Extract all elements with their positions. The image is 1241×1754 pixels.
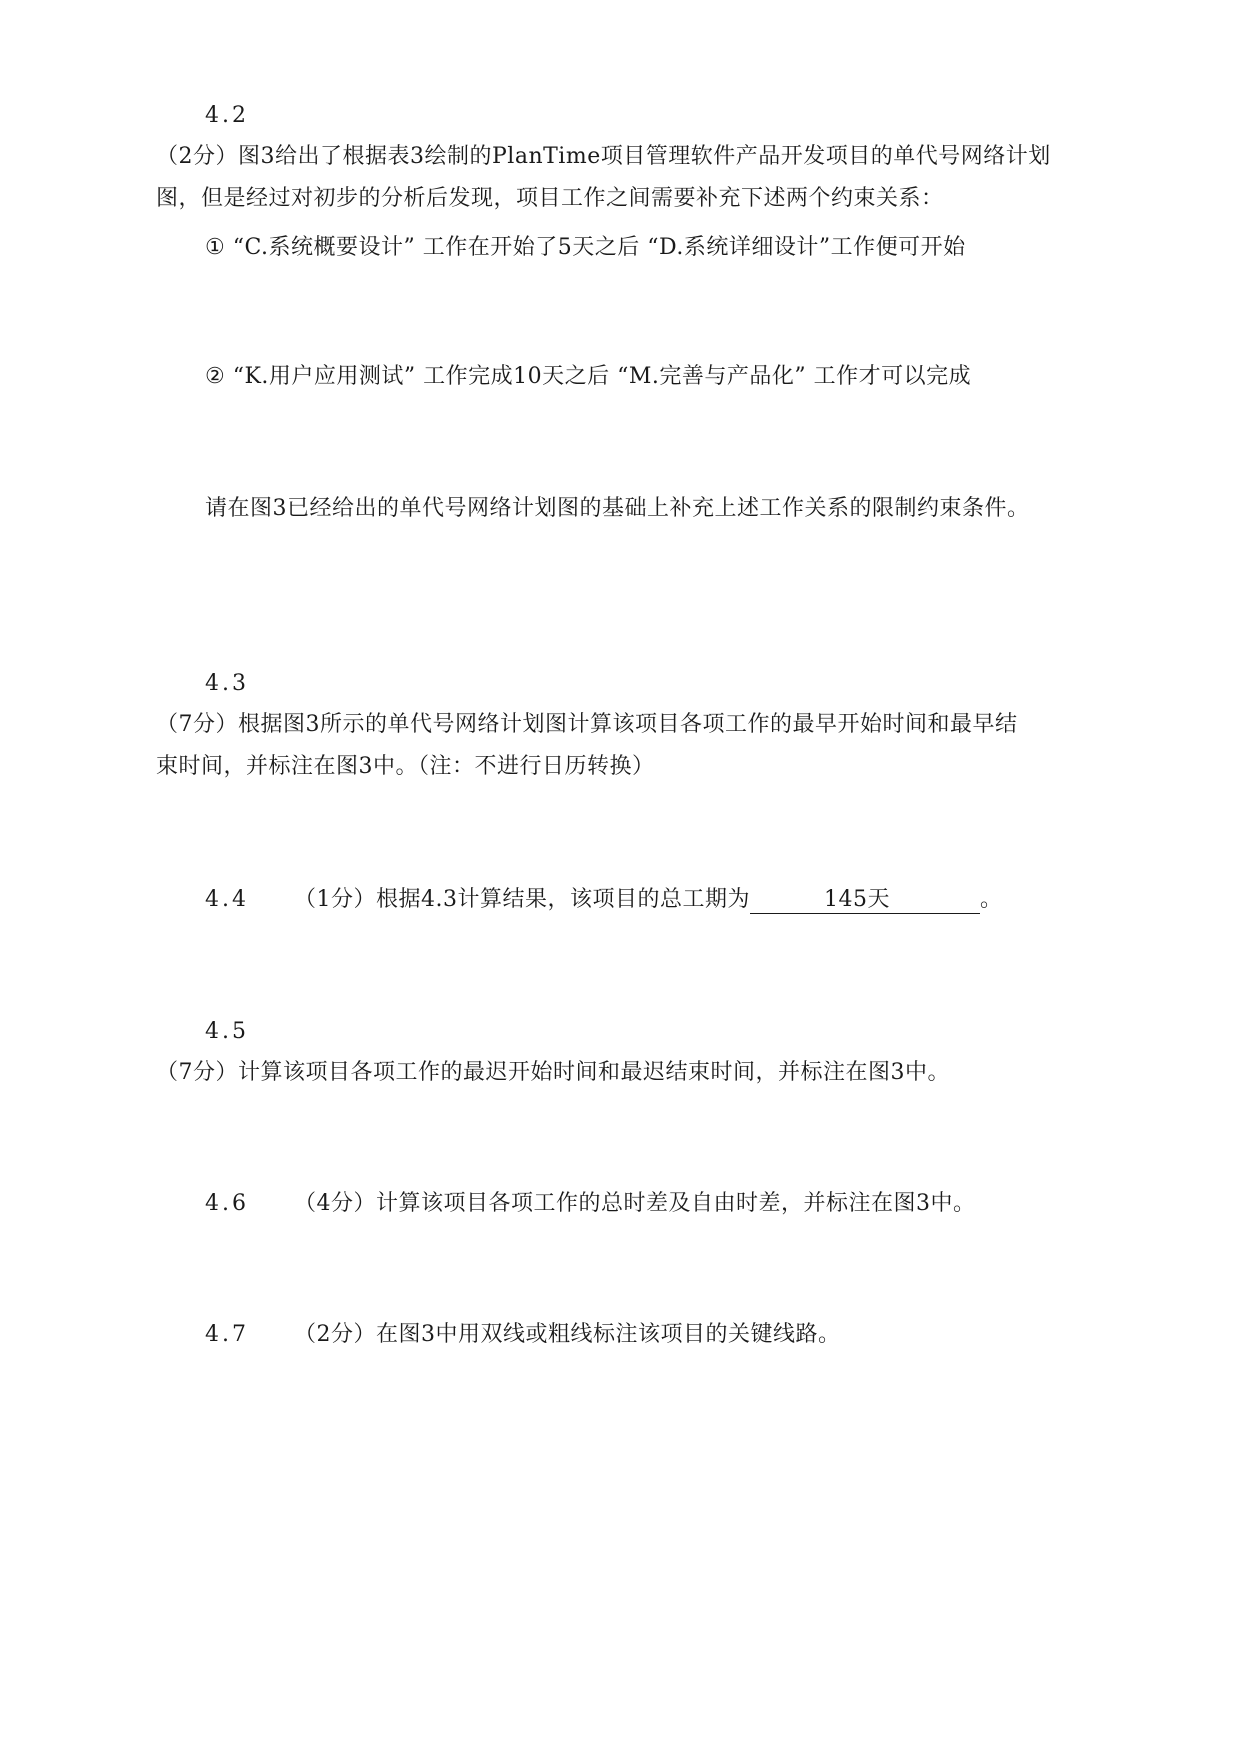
question-number-4-7: 4.7 — [205, 1322, 249, 1347]
question-4-4-text: （1分）根据4.3计算结果，该项目的总工期为 — [294, 887, 750, 912]
constraint-2: ② “K.用户应用测试” 工作完成10天之后 “M.完善与产品化” 工作才可以完成 — [205, 364, 972, 389]
question-number-4-5: 4.5 — [205, 1019, 249, 1044]
question-number-4-3: 4.3 — [205, 671, 249, 696]
question-4-6-text: （4分）计算该项目各项工作的总时差及自由时差，并标注在图3中。 — [294, 1191, 976, 1216]
question-4-2-text-line2: 图，但是经过对初步的分析后发现，项目工作之间需要补充下述两个约束关系： — [156, 186, 944, 211]
question-4-3-text-line1: （7分）根据图3所示的单代号网络计划图计算该项目各项工作的最早开始时间和最早结 — [156, 712, 1018, 737]
question-number-4-6: 4.6 — [205, 1191, 249, 1216]
constraint-1: ① “C.系统概要设计” 工作在开始了5天之后 “D.系统详细设计”工作便可开始 — [205, 235, 966, 260]
question-4-5-text: （7分）计算该项目各项工作的最迟开始时间和最迟结束时间，并标注在图3中。 — [156, 1060, 950, 1085]
answer-blank-total-duration: 145天 — [750, 887, 980, 914]
question-4-7 — [205, 1320, 841, 1350]
question-4-7-text: （2分）在图3中用双线或粗线标注该项目的关键线路。 — [294, 1322, 841, 1347]
question-4-6 — [205, 1189, 976, 1219]
question-4-4-end: 。 — [980, 887, 1003, 912]
question-4-4 — [205, 885, 1003, 915]
question-4-3-text-line2: 束时间，并标注在图3中。（注：不进行日历转换） — [156, 754, 655, 779]
question-4-2-instruction: 请在图3已经给出的单代号网络计划图的基础上补充上述工作关系的限制约束条件。 — [205, 496, 1030, 521]
question-number-4-4: 4.4 — [205, 887, 249, 912]
question-number-4-2: 4.2 — [205, 103, 249, 128]
question-4-2-text-line1: （2分）图3给出了根据表3绘制的PlanTime项目管理软件产品开发项目的单代号网络计划 — [156, 144, 1051, 169]
